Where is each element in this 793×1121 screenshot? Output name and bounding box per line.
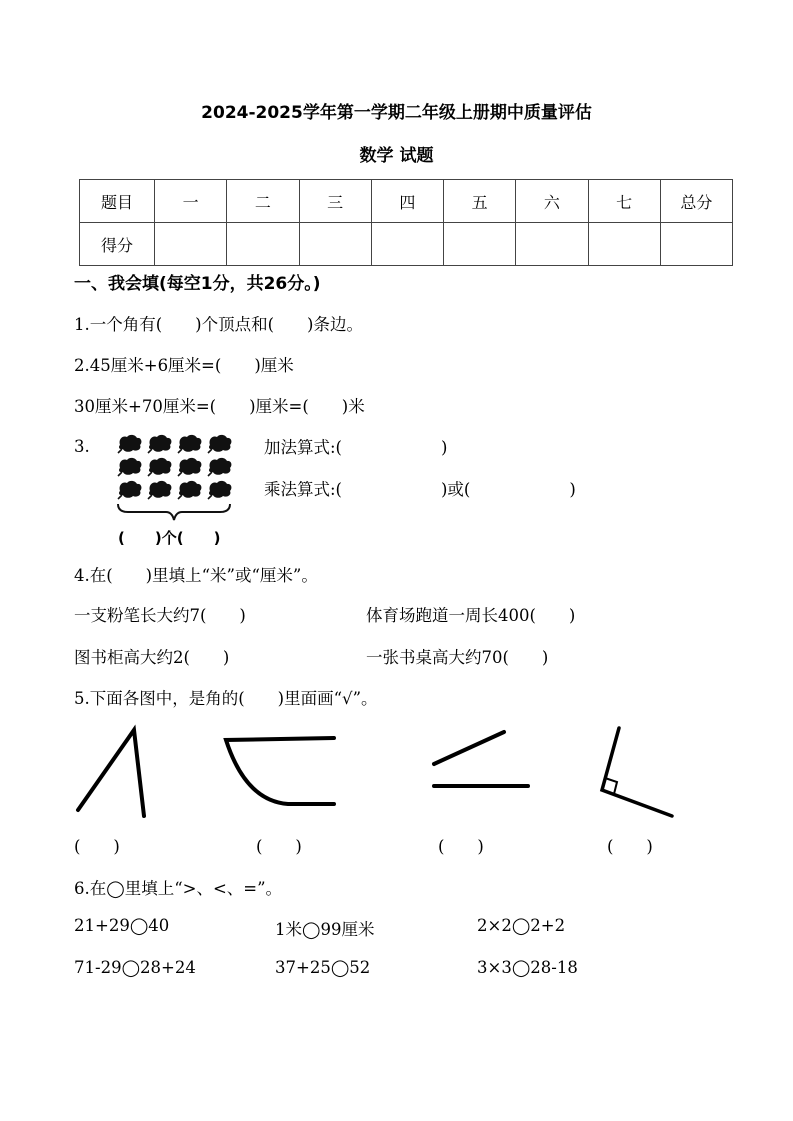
score-cell[interactable] [371,223,443,266]
leaf-icon [148,435,171,453]
score-cell[interactable] [588,223,660,266]
leaf-icon [208,435,231,453]
question-2-line-2: 30厘米+70厘米=( )厘米=( )米 [74,397,365,416]
question-3-number: 3. [74,437,90,456]
score-cell[interactable] [155,223,227,266]
bracket-caption: ( )个( ) [118,529,221,547]
answer-blank-1[interactable]: ( ) [74,837,120,856]
score-table [79,179,733,266]
figure-1-angle [78,730,144,816]
score-table-score-row [80,223,733,266]
page-title: 2024-2025学年第一学期二年级上册期中质量评估 [201,103,592,123]
compare-item: 2×2◯2+2 [477,916,566,935]
compare-item: 3×3◯28-18 [477,958,578,977]
question-4-item: 图书柜高大约2( ) [74,648,230,667]
score-header-cell: 三 [299,180,371,223]
score-cell[interactable] [299,223,371,266]
score-table-header-row [80,180,733,223]
question-4-item: 一张书桌高大约70( ) [366,648,549,667]
answer-blank-4[interactable]: ( ) [607,837,653,856]
question-4: 4.在( )里填上“米”或“厘米”。 [74,566,318,585]
answer-blank-3[interactable]: ( ) [438,837,484,856]
compare-item: 37+25◯52 [275,958,371,977]
leaf-icon [118,435,141,453]
figure-2-curve [226,738,334,804]
score-header-cell: 六 [516,180,588,223]
score-cell[interactable] [660,223,732,266]
page-subtitle: 数学 试题 [359,146,434,166]
leaf-group-figure [114,430,234,526]
leaf-icon [118,458,141,476]
score-header-cell: 四 [371,180,443,223]
question-4-item: 一支粉笔长大约7( ) [74,606,246,625]
score-header-cell: 五 [444,180,516,223]
score-cell[interactable] [227,223,299,266]
score-header-cell: 题目 [80,180,155,223]
question-4-item: 体育场跑道一周长400( ) [366,606,576,625]
score-header-cell: 总分 [660,180,732,223]
question-1: 1.一个角有( )个顶点和( )条边。 [74,315,363,334]
section-heading: 一、我会填(每空1分，共26分。) [74,274,321,294]
angle-figures [74,720,694,825]
answer-blank-2[interactable]: ( ) [256,837,302,856]
multiplication-formula: 乘法算式:( )或( ) [264,480,576,499]
compare-item: 21+29◯40 [74,916,170,935]
leaf-icon [118,481,141,499]
score-cell[interactable] [444,223,516,266]
score-row-label: 得分 [80,223,155,266]
question-6: 6.在◯里填上“>、<、=”。 [74,879,283,898]
leaf-icon [208,458,231,476]
leaf-icon [178,481,201,499]
question-5: 5.下面各图中，是角的( )里面画“√”。 [74,689,378,708]
compare-item: 71-29◯28+24 [74,958,196,977]
score-header-cell: 二 [227,180,299,223]
figure-4-right-angle [602,728,672,816]
leaf-icon [178,458,201,476]
figure-3-open-lines [434,732,528,786]
score-cell[interactable] [516,223,588,266]
leaf-icon [148,481,171,499]
leaf-icon [208,481,231,499]
leaf-icon [148,458,171,476]
leaf-icon [178,435,201,453]
brace-icon [118,504,230,520]
score-header-cell: 七 [588,180,660,223]
question-2-line-1: 2.45厘米+6厘米=( )厘米 [74,356,294,375]
addition-formula: 加法算式:( ) [264,438,448,457]
compare-item: 1米◯99厘米 [275,920,375,939]
score-header-cell: 一 [155,180,227,223]
